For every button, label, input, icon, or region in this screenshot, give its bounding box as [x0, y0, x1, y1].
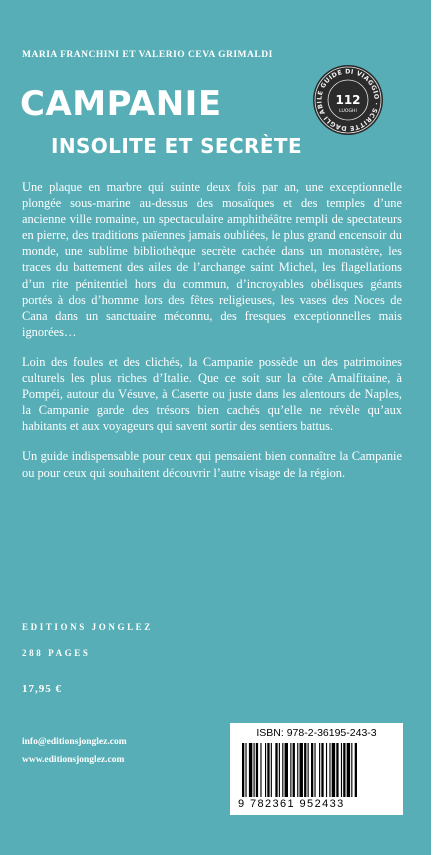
barcode-bar [290, 743, 291, 797]
barcode-bar [275, 743, 277, 797]
authors: MARIA FRANCHINI ET VALERIO CEVA GRIMALDI [22, 50, 273, 60]
barcode-bar [329, 743, 330, 797]
barcode-bar [351, 743, 352, 797]
barcode-bar [314, 743, 315, 797]
description-paragraph-1: Une plaque en marbre qui suinte deux fois par an, une exceptionnelle plongée sous-marine au-dessus des mosaïques et des temples d’une ancienne ville romaine, un spectaculaire amphithéâtre rempli de spectateurs en pierre, des traditions païennes jamais oubliées, le plus grand encensoir du monde, une sublime bibliothèque secrète cachée dans un monastère, les traces du battement des ailes de l’archange saint Michel, les flagellations d’un rite pénitentiel hors du commun, d’incroyables obélisques géants portés à dos d’homme lors des fêtes religieuses, les vases des Noces de Cana dans un sanctuaire méconnu, des fresques exceptionnelles mais ignorées… [22, 180, 402, 339]
barcode-bar [300, 743, 303, 797]
barcode-bar [332, 743, 335, 797]
barcode-bar [308, 743, 309, 797]
barcode-bar [242, 743, 244, 797]
barcode-bar [271, 743, 272, 797]
barcode-bar [319, 743, 320, 797]
barcode-bar [347, 743, 350, 797]
barcode-bar [267, 743, 269, 797]
publisher-email: info@editionsjonglez.com [22, 737, 127, 747]
barcode-bar [293, 743, 295, 797]
badge-seal-icon [312, 64, 384, 136]
barcode-bar [304, 743, 306, 797]
barcode-icon [236, 743, 397, 801]
publisher-name: EDITIONS JONGLEZ [22, 622, 153, 632]
barcode-panel [230, 723, 403, 815]
barcode-bar [260, 743, 261, 797]
barcode-bar [326, 743, 327, 797]
description-paragraph-3: Un guide indispensable pour ceux qui pensaient bien connaître la Campanie ou pour ceux qui souhaitent découvrir l’autre visage de la région. [22, 449, 402, 480]
seal-caption: LUOGHI [339, 109, 357, 114]
barcode-bar [297, 743, 298, 797]
seal-number: 112 [335, 93, 361, 107]
barcode-bar [245, 743, 246, 797]
barcode-bar [341, 743, 342, 797]
barcode-bar [282, 743, 283, 797]
description-paragraph-2: Loin des foules et des clichés, la Campanie possède un des patrimoines culturels les plus riches d’Italie. Que ce soit sur la côte Amalfitaine, à Pompéi, autour du Vésuve, à Caserte ou juste dans les alentours de Naples, la Campanie garde des trésors bien cachés qu’elle ne révèle qu’aux habitants et aux voyageurs qui savent sortir des sentiers battus. [22, 354, 402, 434]
barcode-bar [311, 743, 313, 797]
ean-digits: 9 782361 952433 [238, 798, 345, 810]
page-count: 288 PAGES [22, 648, 91, 658]
publisher-website: www.editionsjonglez.com [22, 755, 125, 765]
barcode-bar [321, 743, 323, 797]
barcode-bar [355, 743, 357, 797]
price: 17,95 € [22, 683, 62, 695]
book-title: CAMPANIE [20, 84, 222, 124]
barcode-bar [285, 743, 288, 797]
barcode-bar [279, 743, 280, 797]
barcode-bar [265, 743, 266, 797]
description [22, 179, 402, 495]
barcode-bar [249, 743, 252, 797]
barcode-bar [336, 743, 338, 797]
isbn-label: ISBN: 978-2-36195-243-3 [256, 727, 377, 739]
seal-arc-text: LE GUIDE DI VIAGGIO · SCRITTE DAGLI ABI [316, 68, 380, 132]
barcode-bar [343, 743, 345, 797]
barcode-bar [256, 743, 258, 797]
book-subtitle: INSOLITE ET SECRÈTE [51, 134, 303, 158]
barcode-bar [254, 743, 255, 797]
seal-graphic [312, 64, 384, 136]
